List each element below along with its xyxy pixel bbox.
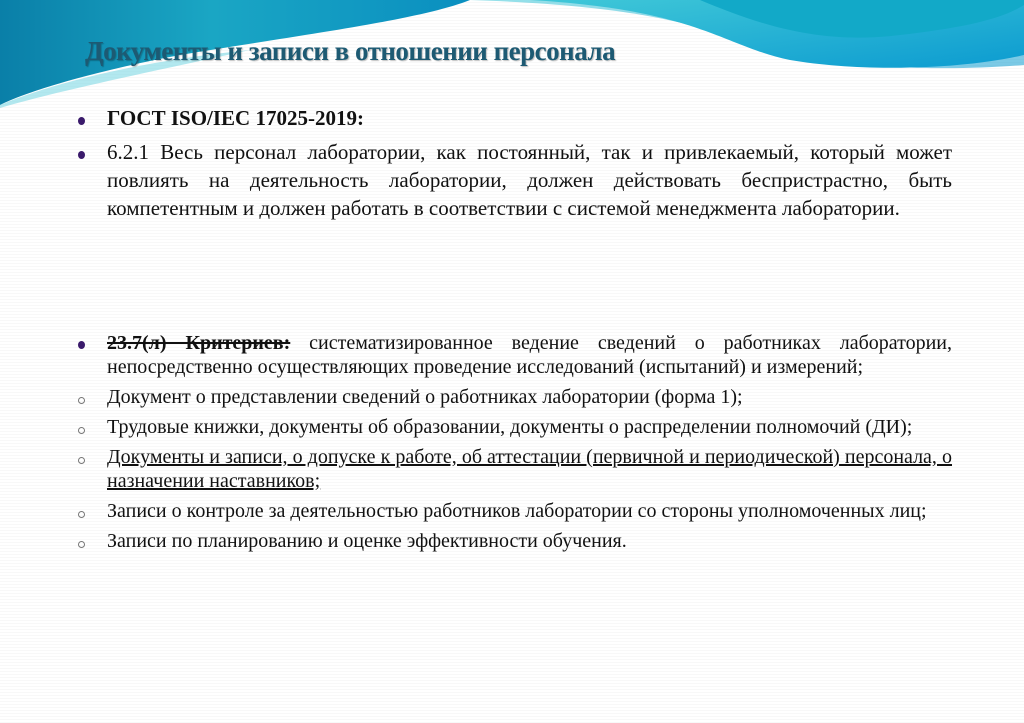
list-item: ГОСТ ISO/IEC 17025-2019: (75, 104, 952, 132)
bullet-dot-icon (78, 117, 85, 125)
list-item: 23.7(л) Критериев: систематизированное ведение сведений о работниках лаборатории, непосредственно осуществляющих проведение исследований (испытаний) и измерений; (75, 331, 952, 379)
bullet-ring-icon (78, 511, 85, 518)
slide-title: Документы и записи в отношении персонала (85, 36, 616, 66)
list-item: Записи по планированию и оценке эффективности обучения. (75, 529, 952, 553)
bullet-dot-icon (78, 341, 85, 349)
list-item: Документ о представлении сведений о работниках лаборатории (форма 1); (75, 385, 952, 409)
list-item: Документы и записи, о допуске к работе, об аттестации (первичной и периодической) персонала, о назначении наставников; (75, 445, 952, 493)
bullet-ring-icon (78, 397, 85, 404)
bullet-ring-icon (78, 427, 85, 434)
list-item: Трудовые книжки, документы об образовании, документы о распределении полномочий (ДИ); (75, 415, 952, 439)
list-item: Записи о контроле за деятельностью работников лаборатории со стороны уполномоченных лиц; (75, 499, 952, 523)
bullet-dot-icon (78, 151, 85, 159)
list-item: 6.2.1 Весь персонал лаборатории, как постоянный, так и привлекаемый, который может повлиять на деятельность лаборатории, должен действовать беспристрастно, быть компетентным и должен работать в соответствии с системой менеджмента лаборатории. (75, 138, 952, 222)
bullet-ring-icon (78, 541, 85, 548)
bullet-ring-icon (78, 457, 85, 464)
gost-section (75, 104, 952, 222)
criteria-section (75, 331, 952, 559)
